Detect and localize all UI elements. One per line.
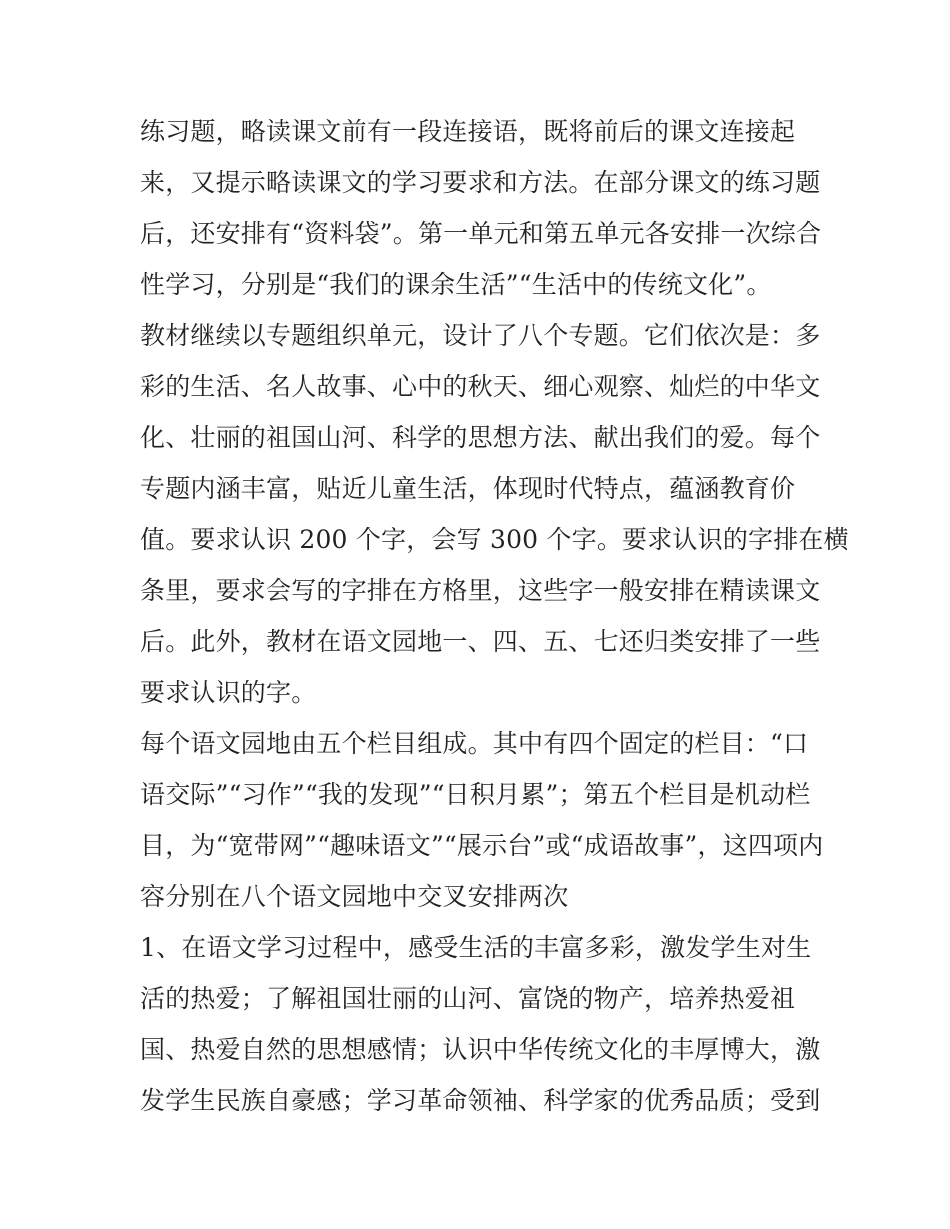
text-line: 1、在语文学习过程中，感受生活的丰富多彩，激发学生对生 — [140, 933, 812, 962]
paragraph-goal-1 — [140, 922, 820, 1126]
text-line: 每个语文园地由五个栏目组成。其中有四个固定的栏目：“口 — [140, 729, 809, 758]
paragraph-language-garden — [140, 718, 824, 922]
text-line: 发学生民族自豪感；学习革命领袖、科学家的优秀品质；受到 — [140, 1086, 821, 1115]
text-line: 容分别在八个语文园地中交叉安排两次 — [140, 882, 569, 911]
text-line: 来，又提示略读课文的学习要求和方法。在部分课文的练习题 — [140, 168, 821, 197]
text-line: 活的热爱；了解祖国壮丽的山河、富饶的物产，培养热爱祖 — [140, 984, 796, 1013]
text-line: 值。要求认识 200 个字，会写 300 个字。要求认识的字排在横 — [140, 525, 849, 554]
text-line: 专题内涵丰富，贴近儿童生活，体现时代特点，蕴涵教育价 — [140, 474, 796, 503]
paragraph-themes — [140, 310, 849, 718]
text-line: 条里，要求会写的字排在方格里，这些字一般安排在精读课文 — [140, 576, 821, 605]
text-line: 国、热爱自然的思想感情；认识中华传统文化的丰厚博大，激 — [140, 1035, 821, 1064]
document-body — [140, 106, 849, 1126]
text-line: 语交际”“习作”“我的发现”“日积月累”；第五个栏目是机动栏 — [140, 780, 811, 809]
text-line: 要求认识的字。 — [140, 678, 317, 707]
text-line: 后。此外，教材在语文园地一、四、五、七还归类安排了一些 — [140, 627, 821, 656]
text-line: 彩的生活、名人故事、心中的秋天、细心观察、灿烂的中华文 — [140, 372, 821, 401]
text-line: 后，还安排有“资料袋”。第一单元和第五单元各安排一次综合 — [140, 219, 822, 248]
paragraph-reading-guide — [140, 106, 820, 310]
text-line: 教材继续以专题组织单元，设计了八个专题。它们依次是：多 — [140, 321, 821, 350]
text-line: 化、壮丽的祖国山河、科学的思想方法、献出我们的爱。每个 — [140, 423, 821, 452]
text-line: 目，为“宽带网”“趣味语文”“展示台”或“成语故事”，这四项内 — [140, 831, 824, 860]
text-line: 练习题，略读课文前有一段连接语，既将前后的课文连接起 — [140, 117, 796, 146]
text-line: 性学习，分别是“我们的课余生活”“生活中的传统文化”。 — [140, 270, 772, 299]
